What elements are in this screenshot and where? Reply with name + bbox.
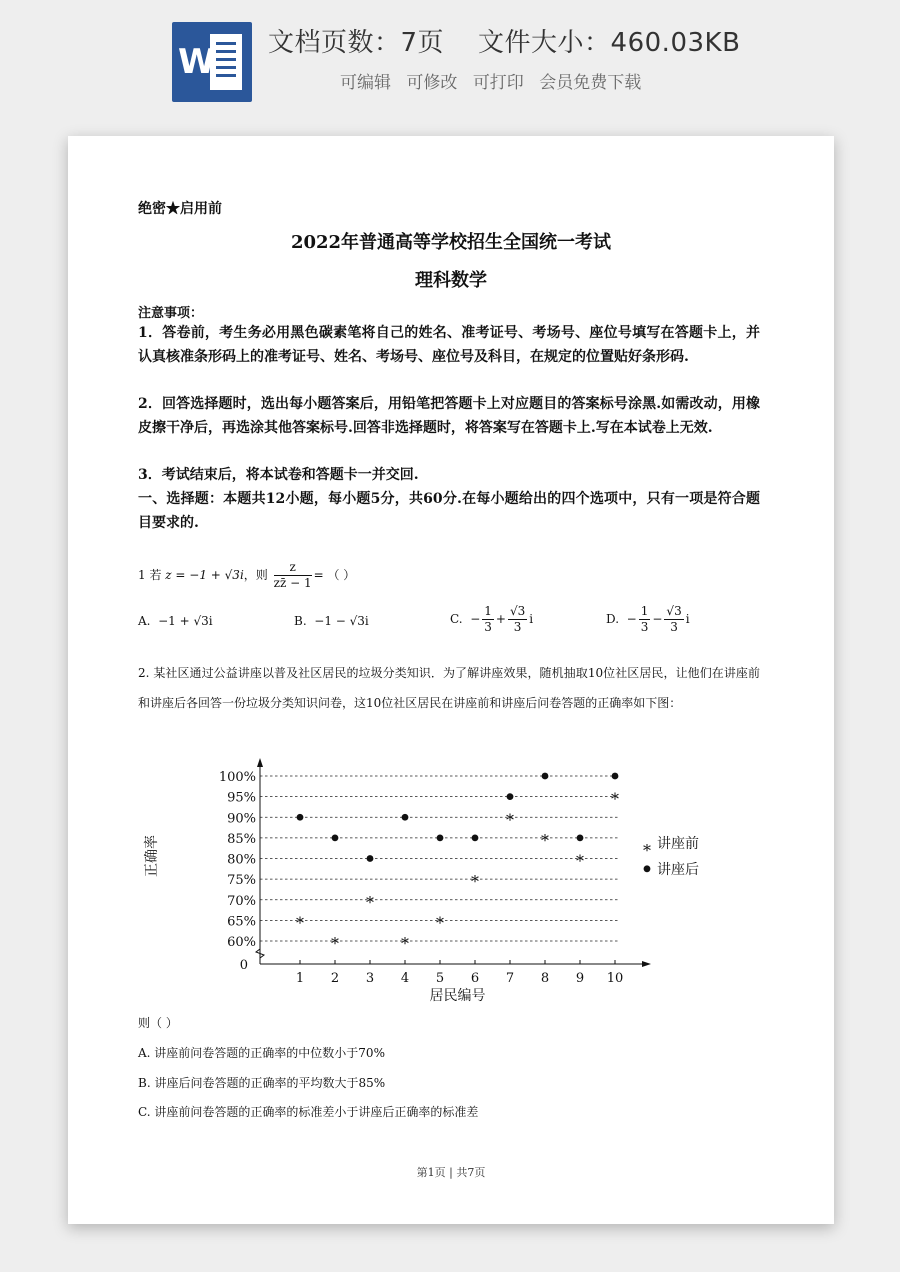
x-tick-label: 2: [330, 971, 340, 986]
file-size-label: 文件大小：460.03KB: [478, 28, 741, 58]
point-before: *: [436, 913, 444, 933]
y-tick-label: 70%: [227, 893, 256, 909]
y-tick-label: 90%: [227, 811, 256, 827]
x-tick-label: 5: [435, 971, 445, 986]
y-tick-label: 100%: [218, 770, 256, 785]
option-frac-1: [639, 604, 651, 635]
option-tail: i: [685, 612, 690, 626]
point-after: [437, 834, 444, 841]
frac-num: 1: [484, 604, 492, 618]
q1-option-d[interactable]: [606, 604, 690, 635]
option-frac-2: [508, 604, 527, 635]
point-before: *: [331, 934, 339, 953]
secret-mark: 绝密★启用前: [138, 201, 222, 217]
accuracy-scatter-chart: [138, 756, 699, 1006]
feature-modifiable: 可修改: [406, 73, 458, 93]
feature-member-download: 会员免费下载: [539, 73, 642, 93]
point-after: [332, 834, 339, 841]
option-letter: D.: [606, 612, 620, 626]
q1-option-a[interactable]: [138, 614, 213, 628]
option-op: −: [652, 612, 663, 626]
point-before: *: [296, 913, 304, 933]
frac-den: 3: [670, 620, 678, 634]
x-tick-label: 7: [505, 971, 515, 986]
option-sign: −: [626, 612, 637, 626]
option-frac-2: [664, 604, 683, 635]
document-page: [68, 136, 834, 1224]
feature-printable: 可打印: [472, 73, 524, 93]
point-before: *: [611, 789, 619, 809]
point-before: *: [541, 830, 549, 850]
point-before: *: [471, 872, 479, 892]
y-tick-label: 0: [239, 958, 248, 973]
point-after: [297, 814, 304, 821]
option-letter: A.: [138, 614, 151, 628]
legend-marker-before: *: [643, 841, 651, 860]
option-text: −1 + √3i: [158, 614, 213, 628]
page-footer: 第1页 | 共7页: [416, 1166, 486, 1179]
q1-equals: =: [313, 568, 324, 582]
frac-den: 3: [640, 620, 649, 634]
feature-editable: 可编辑: [340, 73, 391, 93]
x-tick-label: 8: [540, 971, 550, 986]
x-axis-label: 居民编号: [429, 988, 486, 1004]
point-after: [402, 814, 409, 821]
q1-then: ，则: [243, 568, 268, 582]
point-after: [367, 855, 374, 862]
option-frac-1: [482, 604, 494, 635]
x-tick-label: 10: [606, 971, 624, 986]
notice-heading: 注意事项：: [138, 306, 204, 321]
section-heading: 一、选择题：本题共12小题，每小题5分，共60分.在每小题给出的四个选项中，只有一项是符合题目要求的.: [138, 491, 760, 531]
point-before: *: [366, 892, 374, 912]
q1-condition: z = −1 + √3i: [165, 568, 244, 582]
q1-option-c[interactable]: [450, 604, 533, 635]
y-axis-arrow: [257, 758, 263, 767]
question-1: [138, 560, 355, 591]
y-tick-label: 85%: [227, 831, 256, 847]
banner-title: [268, 22, 740, 59]
frac-num: √3: [666, 604, 682, 618]
q1-frac-num: z: [274, 560, 312, 576]
q2-option-c[interactable]: C. 讲座前问卷答题的正确率的标准差小于讲座后正确率的标准差: [138, 1105, 479, 1119]
download-banner: [0, 0, 900, 130]
q1-frac-den: zz̄ − 1: [273, 576, 312, 590]
notice-3: 3．考试结束后，将本试卷和答题卡一并交回.: [138, 467, 419, 483]
frac-den: 3: [513, 620, 522, 634]
q2-option-b[interactable]: B. 讲座后问卷答题的正确率的平均数大于85%: [138, 1076, 386, 1090]
exam-title: 2022年普通高等学校招生全国统一考试: [290, 232, 612, 253]
notice-2: 2．回答选择题时，选出每小题答案后，用铅笔把答题卡上对应题目的答案标号涂黑.如需改动，用橡皮擦干净后，再选涂其他答案标号.回答非选择题时，将答案写在答题卡上.写在本试卷上无效.: [138, 396, 760, 436]
notice-1: 1．答卷前，考生务必用黑色碳素笔将自己的姓名、准考证号、考场号、座位号填写在答题卡上，并认真核准条形码上的准考证号、姓名、考场号、座位号及科目，在规定的位置贴好条形码.: [138, 325, 760, 365]
q2-option-a[interactable]: A. 讲座前问卷答题的正确率的中位数小于70%: [138, 1046, 385, 1060]
frac-den: 3: [484, 620, 492, 634]
point-after: [507, 793, 514, 800]
banner-features: [340, 68, 651, 93]
point-after: [612, 773, 619, 780]
y-tick-label: 60%: [227, 935, 256, 950]
point-after: [472, 834, 479, 841]
y-tick-label: 80%: [227, 852, 256, 868]
q2-then: 则（ ）: [138, 1016, 178, 1030]
exam-subject: 理科数学: [415, 270, 487, 291]
legend-label-after: 讲座后: [657, 861, 699, 878]
x-tick-label: 9: [575, 971, 585, 986]
point-after: [542, 773, 549, 780]
y-axis-label: 正确率: [144, 835, 160, 877]
x-tick-label: 1: [295, 971, 305, 986]
q1-fraction: [274, 560, 312, 591]
point-before: *: [576, 851, 584, 871]
y-tick-label: 65%: [227, 914, 256, 930]
point-before: *: [506, 810, 514, 830]
option-sign: −: [470, 612, 481, 626]
option-text: −1 − √3i: [314, 614, 369, 628]
q1-option-b[interactable]: [294, 614, 369, 628]
question-2: 2. 某社区通过公益讲座以普及社区居民的垃圾分类知识．为了解讲座效果，随机抽取10位社区居民，让他们在讲座前和讲座后各回答一份垃圾分类知识问卷，这10位社区居民在讲座前和讲座后问卷答题的正确率如下图：: [138, 666, 760, 710]
frac-num: 1: [640, 604, 649, 618]
option-letter: B.: [294, 614, 307, 628]
x-tick-label: 6: [470, 971, 480, 986]
x-tick-label: 4: [400, 971, 410, 986]
x-tick-label: 3: [365, 971, 375, 986]
frac-num: √3: [509, 604, 526, 618]
q1-bracket: （ ）: [327, 568, 356, 582]
word-document-icon: W: [172, 22, 252, 102]
y-tick-label: 95%: [227, 790, 256, 806]
option-tail: i: [529, 612, 534, 626]
q1-prefix: 1 若: [138, 568, 162, 582]
x-axis-arrow: [642, 961, 651, 967]
option-op: +: [495, 612, 506, 626]
page-count-label: 文档页数：7页: [268, 28, 445, 58]
option-letter: C.: [450, 612, 463, 626]
point-after: [577, 834, 584, 841]
point-before: *: [401, 934, 409, 953]
legend-label-before: 讲座前: [657, 836, 699, 852]
y-tick-label: 75%: [227, 873, 256, 889]
legend-marker-after: [644, 865, 651, 872]
